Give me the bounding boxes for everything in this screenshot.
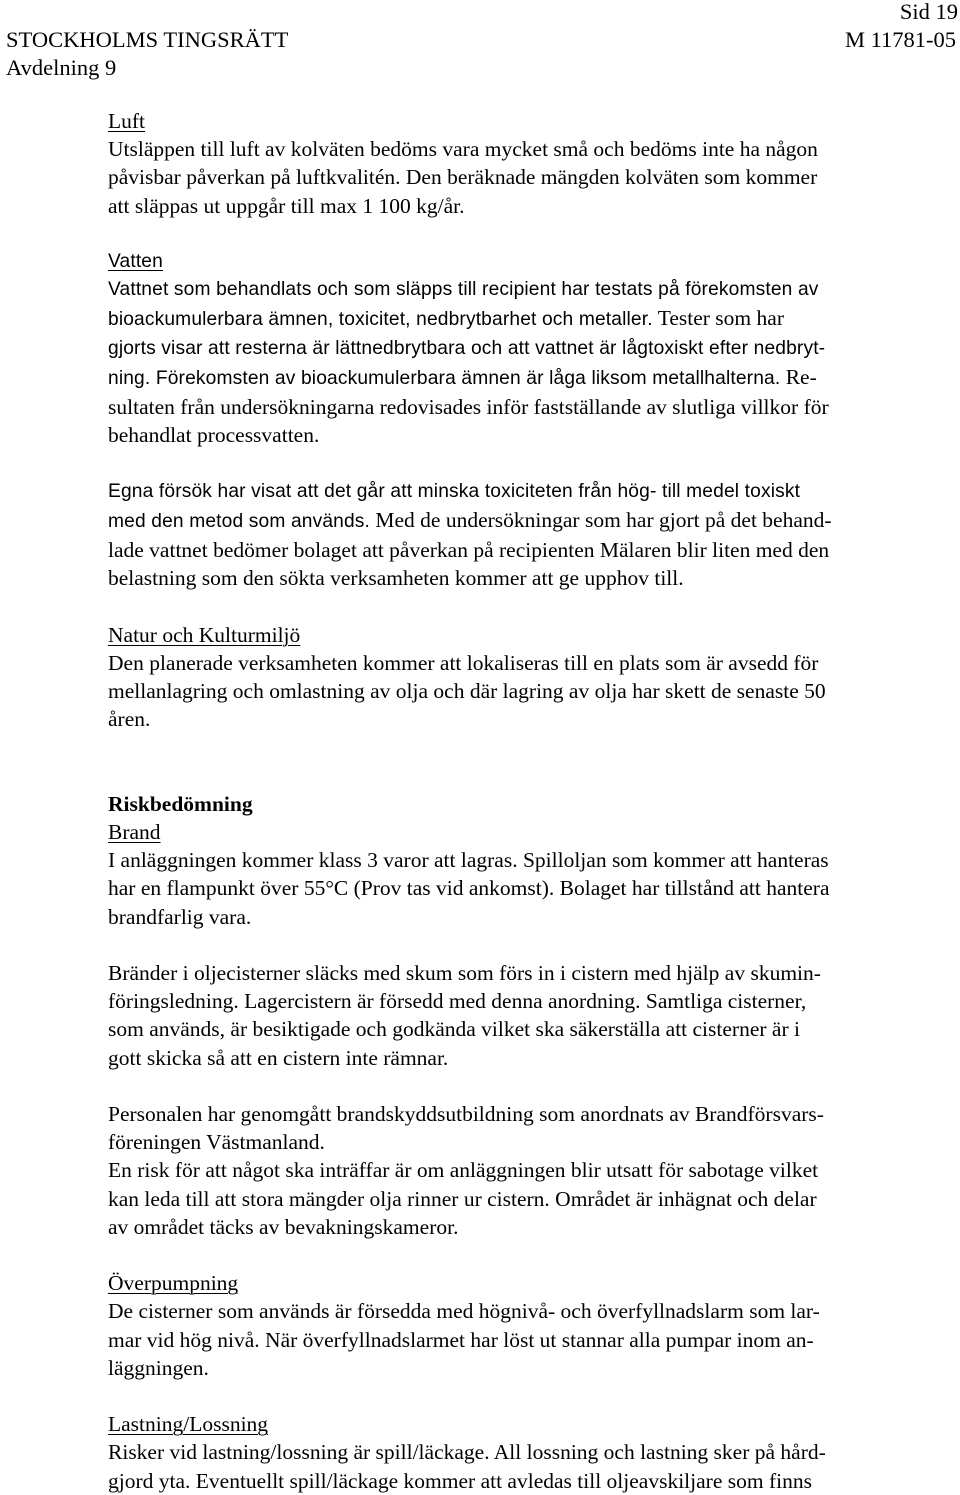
paragraph-line: Personalen har genomgått brandskyddsutbildning som anordnats av Brandförsvars-	[108, 1102, 824, 1127]
paragraph-line: lade vattnet bedömer bolaget att påverkan på recipienten Mälaren blir liten med den	[108, 538, 830, 563]
paragraph-line	[108, 363, 934, 393]
paragraph-line: mar vid hög nivå. När överfyllnadslarmet har löst ut stannar alla pumpar inom an-	[108, 1327, 814, 1352]
paragraph-line: brandfarlig vara.	[108, 904, 252, 929]
court-name: STOCKHOLMS TINGSRÄTT	[6, 27, 289, 52]
section-egna-forsok	[108, 478, 934, 593]
text-run: med den metod som används.	[108, 510, 371, 532]
text-run: bioackumulerbara ämnen, toxicitet, nedbrytbarhet och metaller.	[108, 309, 653, 331]
paragraph-line: sultaten från undersökningarna redovisades inför fastställande av slutliga villkor för	[108, 395, 829, 420]
paragraph-line: Utsläppen till luft av kolväten bedöms vara mycket små och bedöms inte ha någon	[108, 137, 818, 162]
section-heading: Vatten	[108, 251, 163, 272]
paragraph-line: föringsledning. Lagercistern är försedd med denna anordning. Samtliga cisterner,	[108, 989, 807, 1014]
paragraph-line: Risker vid lastning/lossning är spill/läckage. All lossning och lastning sker på hård-	[108, 1440, 826, 1465]
paragraph-line: I anläggningen kommer klass 3 varor att lagras. Spilloljan som kommer att hanteras	[108, 848, 829, 873]
paragraph-line: belastning som den sökta verksamheten kommer att ge upphov till.	[108, 566, 684, 591]
paragraph-line: Egna försök har visat att det går att minska toxiciteten från hög- till medel toxiskt	[108, 480, 801, 502]
department: Avdelning 9	[6, 55, 117, 80]
section-personal	[108, 1100, 934, 1241]
section-lastning	[108, 1410, 934, 1495]
paragraph-line: mellanlagring och omlastning av olja och där lagring av olja har skett de senaste 50	[108, 679, 826, 704]
paragraph-line: Den planerade verksamheten kommer att lokaliseras till en plats som är avsedd för	[108, 650, 819, 675]
section-brander	[108, 959, 934, 1072]
paragraph-line: En risk för att något ska inträffar är om anläggningen blir utsatt för sabotage vilket	[108, 1158, 819, 1183]
case-number: M 11781-05	[844, 27, 956, 52]
paragraph-line: läggningen.	[108, 1355, 209, 1380]
section-heading: Överpumpning	[108, 1271, 239, 1296]
paragraph-line: Vattnet som behandlats och som släpps till recipient har testats på förekomsten av	[108, 279, 819, 301]
page-number: Sid 19	[899, 0, 958, 24]
paragraph-line: föreningen Västmanland.	[108, 1130, 325, 1155]
section-heading: Luft	[108, 109, 146, 133]
text-run: Med de undersökningar som har gjort på det behand-	[375, 507, 832, 532]
paragraph-line: har en flampunkt över 55°C (Prov tas vid ankomst). Bolaget har tillstånd att hantera	[108, 876, 830, 901]
paragraph-line: av området täcks av bevakningskameror.	[108, 1214, 459, 1239]
section-luft	[108, 107, 934, 220]
text-run: ning. Förekomsten av bioackumulerbara ämnen är låga liksom metallhalterna.	[108, 367, 781, 389]
paragraph-line: som används, är besiktigade och godkända vilket ska säkerställa att cisterner är i	[108, 1017, 800, 1042]
section-riskbedomning	[108, 790, 934, 931]
text-run: Tester som har	[657, 306, 784, 331]
text-run: Re-	[785, 364, 817, 389]
section-natur	[108, 621, 934, 734]
paragraph-line: behandlat processvatten.	[108, 423, 320, 448]
section-vatten	[108, 248, 934, 449]
paragraph-line: Bränder i oljecisterner släcks med skum som förs in i cistern med hjälp av skumin-	[108, 961, 821, 986]
section-heading: Brand	[108, 820, 161, 845]
paragraph-line: kan leda till att stora mängder olja rinner ur cistern. Området är inhägnat och delar	[108, 1186, 817, 1211]
document-body	[108, 107, 934, 1495]
paragraph-line: påvisbar påverkan på luftkvalitén. Den beräknade mängden kolväten som kommer	[108, 165, 818, 190]
paragraph-line	[108, 304, 934, 334]
paragraph-line: gjord yta. Eventuellt spill/läckage kommer att avledas till oljeavskiljare som finns	[108, 1468, 812, 1493]
section-heading: Natur och Kulturmiljö	[108, 622, 301, 647]
section-title: Riskbedömning	[108, 791, 253, 816]
paragraph-line	[108, 506, 934, 536]
paragraph-line: att släppas ut uppgår till max 1 100 kg/år.	[108, 193, 465, 218]
paragraph-line: De cisterner som används är försedda med högnivå- och överfyllnadslarm som lar-	[108, 1299, 820, 1324]
paragraph-line: åren.	[108, 707, 151, 732]
section-heading: Lastning/Lossning	[108, 1412, 269, 1437]
section-overpumpning	[108, 1269, 934, 1382]
paragraph-line: gjorts visar att resterna är lättnedbrytbara och att vattnet är lågtoxiskt efter nedbryt-	[108, 337, 826, 359]
paragraph-line: gott skicka så att en cistern inte rämnar.	[108, 1045, 449, 1070]
